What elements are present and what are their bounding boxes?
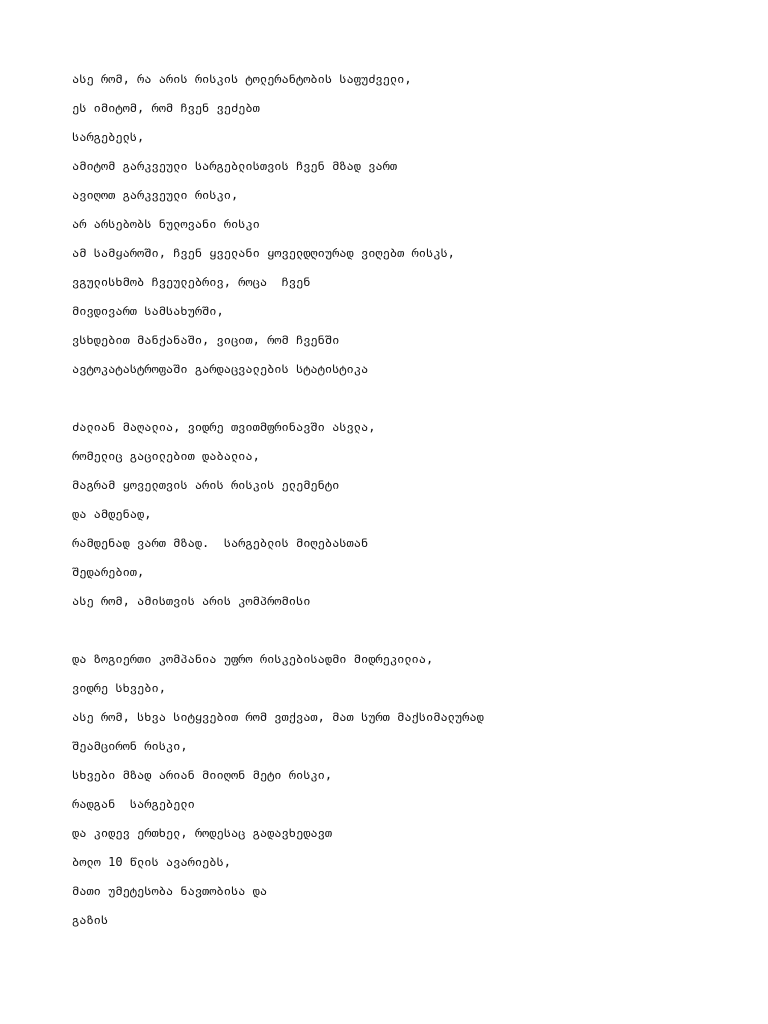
text-line: მაგრამ ყოველთვის არის რისკის ელემენტი — [72, 478, 340, 492]
text-line: შეამცირონ რისკი, — [72, 739, 188, 753]
text-line: რამდენად ვართ მზად. სარგებლის მიღებასთან — [72, 536, 369, 550]
text-line: სარგებელს, — [72, 130, 145, 144]
text-line: ავტოკატასტროფაში გარდაცვალების სტატისტიკა — [72, 362, 369, 376]
text-line: და კიდევ ერთხელ, როდესაც გადავხედავთ — [72, 826, 333, 840]
paragraph-3 — [72, 645, 732, 935]
text-line: ამიტომ გარკვეული სარგებლისთვის ჩვენ მზად ვართ — [72, 159, 398, 173]
text-line: და ამდენად, — [72, 507, 152, 521]
text-line: მათი უმეტესობა ნავთობისა და — [72, 884, 268, 898]
text-line: და ზოგიერთი კომპანია უფრო რისკებისადმი მიდრეკილია, — [72, 652, 434, 666]
paragraph-1 — [72, 65, 732, 384]
text-line: ვსხდებით მანქანაში, ვიცით, რომ ჩვენში — [72, 333, 340, 347]
text-line: ბოლო 10 წლის ავარიებს, — [72, 855, 231, 869]
paragraph-gap — [72, 384, 732, 413]
text-line: ძალიან მაღალია, ვიდრე თვითმფრინავში ასვლა, — [72, 420, 376, 434]
text-line: მივდივართ სამსახურში, — [72, 304, 224, 318]
text-line: ამ სამყაროში, ჩვენ ყველანი ყოველდღიურად ვიღებთ რისკს, — [72, 246, 455, 260]
text-line: სხვები მზად არიან მიიღონ მეტი რისკი, — [72, 768, 333, 782]
paragraph-2 — [72, 413, 732, 616]
text-line: ეს იმიტომ, რომ ჩვენ ვეძებთ — [72, 101, 260, 115]
text-line: ასე რომ, სხვა სიტყვებით რომ ვთქვათ, მათ სურთ მაქსიმალურად — [72, 710, 484, 724]
text-line: გაზის — [72, 913, 109, 927]
text-line: შედარებით, — [72, 565, 145, 579]
document-page — [72, 65, 732, 935]
text-line: არ არსებობს ნულოვანი რისკი — [72, 217, 260, 231]
paragraph-gap — [72, 616, 732, 645]
text-line: რომელიც გაცილებით დაბალია, — [72, 449, 260, 463]
text-line: ვიდრე სხვები, — [72, 681, 166, 695]
text-line: ასე რომ, რა არის რისკის ტოლერანტობის საფუძველი, — [72, 72, 412, 86]
text-line: ავიღოთ გარკვეული რისკი, — [72, 188, 239, 202]
text-line: ასე რომ, ამისთვის არის კომპრომისი — [72, 594, 311, 608]
text-line: რადგან სარგებელი — [72, 797, 195, 811]
text-line: ვგულისხმობ ჩვეულებრივ, როცა ჩვენ — [72, 275, 311, 289]
